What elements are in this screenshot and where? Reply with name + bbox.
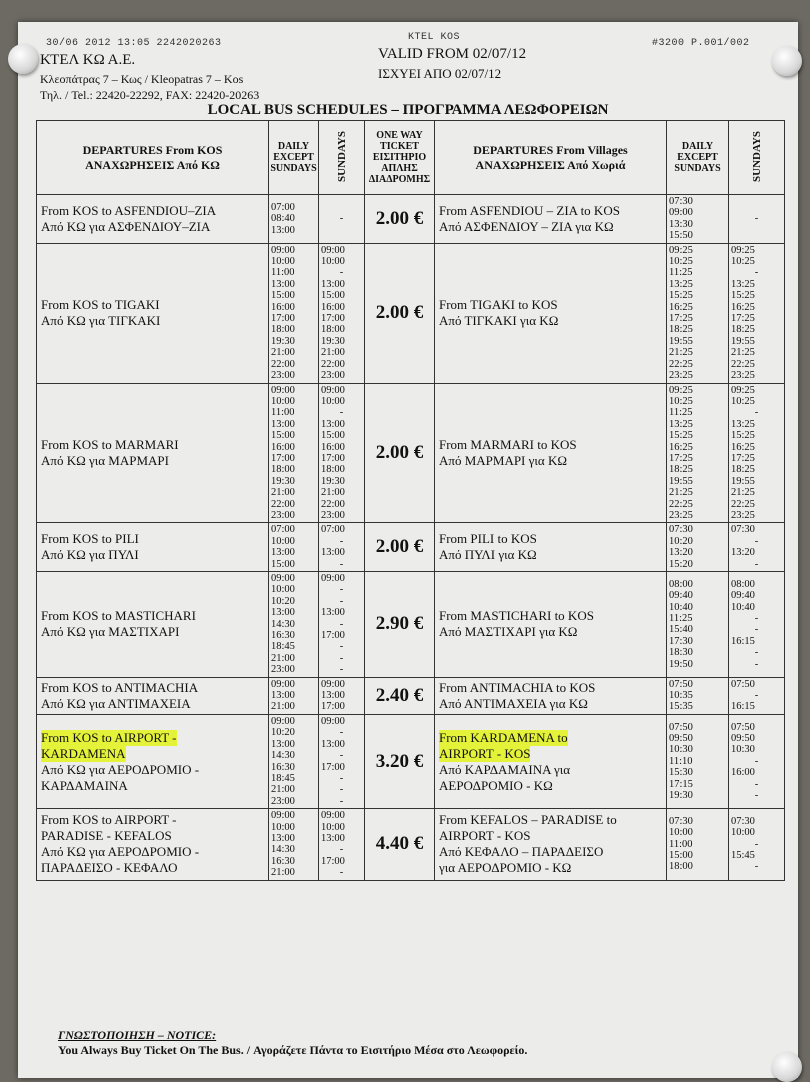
table-row (37, 677, 785, 714)
to-kos-cell: From ASFENDIOU – ZIA to KOS Από ΑΣΦΕΝΔΙΟΥ – ΖΙΑ για ΚΩ (435, 195, 667, 244)
ticket-price: 2.00 € (365, 383, 435, 523)
to-kos-cell: From KEFALOS – PARADISE to AIRPORT - KOS Από ΚΕΦΑΛΟ – ΠΑΡΑΔΕΙΣΟ για ΑΕΡΟΔΡΟΜΙΟ - ΚΩ (435, 809, 667, 880)
header-departures-villages: DEPARTURES From Villages ΑΝΑΧΩΡΗΣΕΙΣ Από Χωριά (435, 121, 667, 195)
valid-from-en: VALID FROM 02/07/12 (378, 46, 527, 62)
ret-sun-cell: - (729, 195, 785, 244)
out-sun-cell: 09:00 10:00 - 13:00 15:00 16:00 17:00 18:00 19:30 21:00 22:00 23:00 (319, 383, 365, 523)
schedule-sheet (18, 22, 798, 1078)
ret-sun-cell: 09:25 10:25 - 13:25 15:25 16:25 17:25 18:25 19:55 21:25 22:25 23:25 (729, 383, 785, 523)
from-kos-cell: From KOS to ASFENDIOU–ZIA Από ΚΩ για ΑΣΦΕΝΔΙΟΥ–ΖΙΑ (37, 195, 269, 244)
out-sun-cell: 09:00 10:00 - 13:00 15:00 16:00 17:00 18:00 19:30 21:00 22:00 23:00 (319, 243, 365, 383)
ret-daily-cell: 09:25 10:25 11:25 13:25 15:25 16:25 17:25 18:25 19:55 21:25 22:25 23:25 (667, 383, 729, 523)
from-kos-cell: From KOS to MARMARI Από ΚΩ για ΜΑΡΜΑΡΙ (37, 383, 269, 523)
to-kos-cell: From PILI to KOS Από ΠΥΛΙ για ΚΩ (435, 523, 667, 572)
ret-daily-cell: 09:25 10:25 11:25 13:25 15:25 16:25 17:25 18:25 19:55 21:25 22:25 23:25 (667, 243, 729, 383)
header-daily: DAILY EXCEPT SUNDAYS (269, 121, 319, 195)
out-daily-cell: 07:00 10:00 13:00 15:00 (269, 523, 319, 572)
out-daily-cell: 09:00 10:00 11:00 13:00 15:00 16:00 17:00 18:00 19:30 21:00 22:00 23:00 (269, 383, 319, 523)
ret-daily-cell: 07:30 10:20 13:20 15:20 (667, 523, 729, 572)
ticket-price: 4.40 € (365, 809, 435, 880)
out-sun-cell: 09:00 10:00 13:00 - 17:00 - (319, 809, 365, 880)
ret-daily-cell: 07:30 10:00 11:00 15:00 18:00 (667, 809, 729, 880)
out-sun-cell: 07:00 - 13:00 - (319, 523, 365, 572)
out-sun-cell: 09:00 - - 13:00 - 17:00 - - - (319, 572, 365, 678)
out-daily-cell: 09:00 10:00 11:00 13:00 15:00 16:00 17:00 18:00 19:30 21:00 22:00 23:00 (269, 243, 319, 383)
ret-sun-cell: 07:30 - 13:20 - (729, 523, 785, 572)
schedule-table (36, 120, 785, 881)
ticket-price: 2.00 € (365, 195, 435, 244)
ret-daily-cell: 07:30 09:00 13:30 15:50 (667, 195, 729, 244)
from-kos-cell: From KOS to AIRPORT - PARADISE - KEFALOS Από ΚΩ για ΑΕΡΟΔΡΟΜΙΟ - ΠΑΡΑΔΕΙΣΟ - ΚΕΦΑΛΟ (37, 809, 269, 880)
notice (58, 1028, 527, 1058)
to-kos-cell: From MASTICHARI to KOS Από ΜΑΣΤΙΧΑΡΙ για ΚΩ (435, 572, 667, 678)
out-daily-cell: 09:00 10:00 10:20 13:00 14:30 16:30 18:45 21:00 23:00 (269, 572, 319, 678)
out-daily-cell: 07:00 08:40 13:00 (269, 195, 319, 244)
header-ticket: ONE WAY TICKET ΕΙΣΙΤΗΡΙΟ ΑΠΛΗΣ ΔΙΑΔΡΟΜΗΣ (365, 121, 435, 195)
out-daily-cell: 09:00 10:00 13:00 14:30 16:30 21:00 (269, 809, 319, 880)
table-row (37, 714, 785, 808)
header-departures-kos: DEPARTURES From KOS ΑΝΑΧΩΡΗΣΕΙΣ Από ΚΩ (37, 121, 269, 195)
ticket-price: 2.40 € (365, 677, 435, 714)
from-kos-cell: From KOS to PILI Από ΚΩ για ΠΥΛΙ (37, 523, 269, 572)
header-daily-return: DAILY EXCEPT SUNDAYS (667, 121, 729, 195)
fax-header-center: KTEL KOS (408, 32, 461, 43)
table-row (37, 523, 785, 572)
fax-header-left: 30/06 2012 13:05 2242020263 (46, 38, 222, 49)
to-kos-cell: From ANTIMACHIA to KOS Από ΑΝΤΙΜΑΧΕΙΑ για ΚΩ (435, 677, 667, 714)
header-sundays-return: SUNDAYS (729, 121, 785, 195)
ret-sun-cell: 09:25 10:25 - 13:25 15:25 16:25 17:25 18:25 19:55 21:25 22:25 23:25 (729, 243, 785, 383)
ret-sun-cell: 07:50 09:50 10:30 - 16:00 - - (729, 714, 785, 808)
from-kos-cell: From KOS to MASTICHARI Από ΚΩ για ΜΑΣΤΙΧΑΡΙ (37, 572, 269, 678)
out-sun-cell: - (319, 195, 365, 244)
ret-sun-cell: 07:30 10:00 - 15:45 - (729, 809, 785, 880)
ticket-price: 2.90 € (365, 572, 435, 678)
company-phone: Τηλ. / Tel.: 22420-22292, FAX: 22420-20263 (40, 88, 260, 102)
table-header-row (37, 121, 785, 195)
out-sun-cell: 09:00 13:00 17:00 (319, 677, 365, 714)
company-name: ΚΤΕΛ ΚΩ Α.Ε. (40, 52, 136, 68)
table-row (37, 572, 785, 678)
ret-sun-cell: 07:50 - 16:15 (729, 677, 785, 714)
ret-sun-cell: 08:00 09:40 10:40 - - 16:15 - - (729, 572, 785, 678)
from-kos-cell: From KOS to ANTIMACHIA Από ΚΩ για ΑΝΤΙΜΑΧΕΙΑ (37, 677, 269, 714)
table-row (37, 809, 785, 880)
page-title: LOCAL BUS SCHEDULES – ΠΡΟΓΡΑΜΜΑ ΛΕΩΦΟΡΕΙΩΝ (207, 102, 609, 118)
company-address: Κλεοπάτρας 7 – Κως / Kleopatras 7 – Kos (40, 72, 244, 86)
notice-text: You Always Buy Ticket On The Bus. / Αγοράζετε Πάντα το Εισιτήριο Μέσα στο Λεωφορείο. (58, 1043, 528, 1057)
pushpin-icon (772, 46, 802, 76)
out-daily-cell: 09:00 10:20 13:00 14:30 16:30 18:45 21:00 23:00 (269, 714, 319, 808)
fax-header-right: #3200 P.001/002 (652, 38, 750, 49)
ret-daily-cell: 08:00 09:40 10:40 11:25 15:40 17:30 18:30 19:50 (667, 572, 729, 678)
ticket-price: 2.00 € (365, 243, 435, 383)
pushpin-icon (772, 1052, 802, 1082)
from-kos-cell: From KOS to AIRPORT - KARDAMENA Από ΚΩ για ΑΕΡΟΔΡΟΜΙΟ - ΚΑΡΔΑΜΑΙΝΑ (37, 714, 269, 808)
header-sundays: SUNDAYS (319, 121, 365, 195)
to-kos-cell: From KARDAMENA to AIRPORT - KOS Από ΚΑΡΔΑΜΑΙΝΑ για ΑΕΡΟΔΡΟΜΙΟ - ΚΩ (435, 714, 667, 808)
notice-heading: ΓΝΩΣΤΟΠΟΙΗΣΗ – NOTICE: (58, 1028, 217, 1042)
ticket-price: 2.00 € (365, 523, 435, 572)
pushpin-icon (8, 44, 38, 74)
to-kos-cell: From MARMARI to KOS Από ΜΑΡΜΑΡΙ για ΚΩ (435, 383, 667, 523)
table-row (37, 383, 785, 523)
ret-daily-cell: 07:50 10:35 15:35 (667, 677, 729, 714)
out-sun-cell: 09:00 - 13:00 - 17:00 - - - (319, 714, 365, 808)
ret-daily-cell: 07:50 09:50 10:30 11:10 15:30 17:15 19:30 (667, 714, 729, 808)
valid-from-gr: ΙΣΧΥΕΙ ΑΠΟ 02/07/12 (378, 66, 502, 81)
to-kos-cell: From TIGAKI to KOS Από ΤΙΓΚΑΚΙ για ΚΩ (435, 243, 667, 383)
table-row (37, 243, 785, 383)
table-row (37, 195, 785, 244)
ticket-price: 3.20 € (365, 714, 435, 808)
out-daily-cell: 09:00 13:00 21:00 (269, 677, 319, 714)
from-kos-cell: From KOS to TIGAKI Από ΚΩ για ΤΙΓΚΑΚΙ (37, 243, 269, 383)
